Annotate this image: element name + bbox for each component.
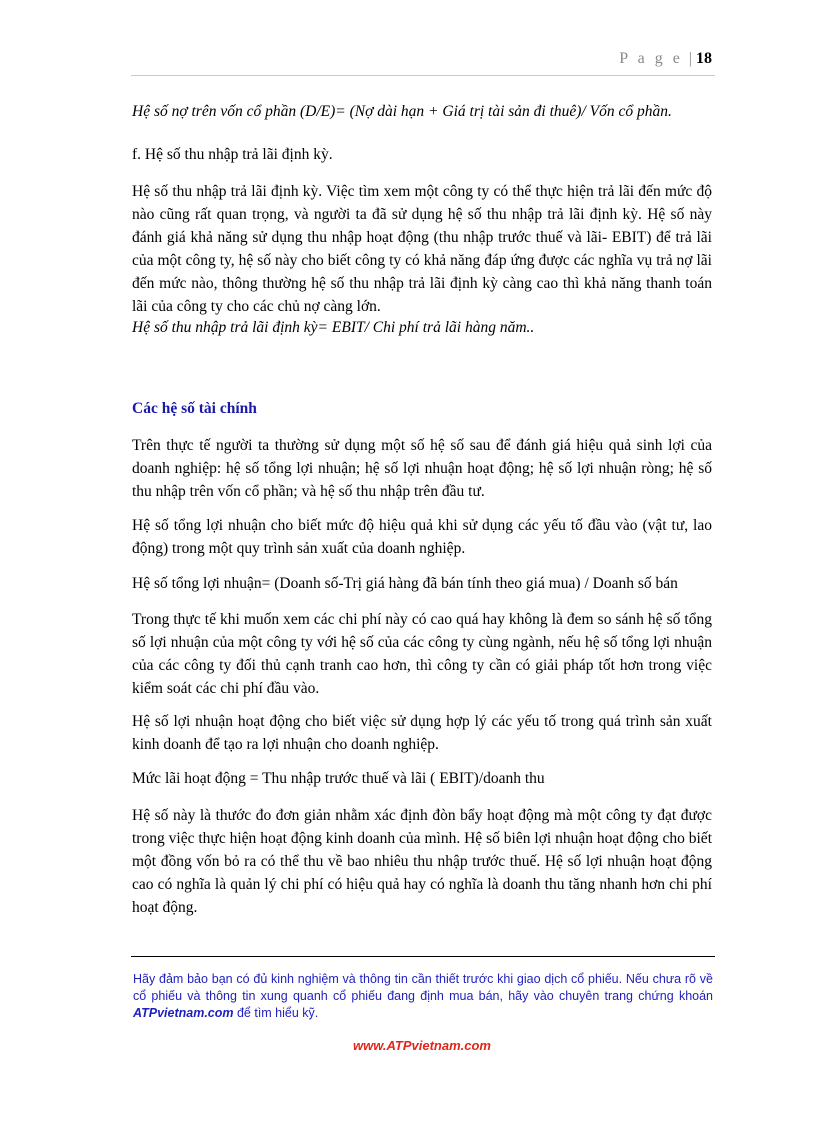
paragraph-comparison: Trong thực tế khi muốn xem các chi phí này có cao quá hay không là đem so sánh hệ số tổng số lợi nhuận của một công ty với hệ số của các công ty cùng ngành, nếu hệ số tổng lợi nhuận của các công ty đối thủ cạnh tranh cao hơn, thì công ty cần có giải pháp tốt hơn trong việc kiểm soát các chi phí đầu vào. (132, 611, 712, 697)
formula-interest-coverage: Hệ số thu nhập trả lãi định kỳ= EBIT/ Chi phí trả lãi hàng năm.. (132, 319, 535, 336)
paragraph-operating-margin: Hệ số lợi nhuận hoạt động cho biết việc sử dụng hợp lý các yếu tố trong quá trình sản xuất kinh doanh để tạo ra lợi nhuận cho doanh nghiệp. (132, 713, 712, 753)
section-title: Các hệ số tài chính (132, 400, 257, 417)
formula-operating-margin: Mức lãi hoạt động = Thu nhập trước thuế và lãi ( EBIT)/doanh thu (132, 770, 545, 787)
footer-disclaimer (133, 971, 713, 1022)
header-divider (131, 75, 715, 76)
footer-website-link[interactable]: www.ATPvietnam.com (353, 1038, 491, 1053)
formula-gross-margin: Hệ số tổng lợi nhuận= (Doanh số-Trị giá hàng đã bán tính theo giá mua) / Doanh số bán (132, 575, 678, 592)
page-header (619, 50, 712, 68)
page-number: 18 (696, 50, 712, 67)
footer-note-text: Hãy đảm bảo bạn có đủ kinh nghiệm và thông tin cần thiết trước khi giao dịch cổ phiếu. Nếu chưa rõ về cổ phiếu và thông tin xung quanh cổ phiếu đang định mua bán, hãy vào chuyên trang chứng khoán (133, 972, 713, 1003)
subheading-interest-coverage: f. Hệ số thu nhập trả lãi định kỳ. (132, 146, 333, 163)
paragraph-leverage: Hệ số này là thước đo đơn giản nhằm xác định đòn bẩy hoạt động mà một công ty đạt được trong việc thực hiện hoạt động kinh doanh của mình. Hệ số biên lợi nhuận hoạt động cho biết một đồng vốn bỏ ra có thể thu về bao nhiêu thu nhập trước thuế. Hệ số lợi nhuận hoạt động cao có nghĩa là quản lý chi phí có hiệu quả hay có nghĩa là doanh thu tăng nhanh hơn chi phí hoạt động. (132, 807, 712, 916)
footer-note-tail: để tìm hiểu kỹ. (233, 1006, 319, 1020)
footer-divider (131, 956, 715, 957)
formula-debt-equity: Hệ số nợ trên vốn cổ phần (D/E)= (Nợ dài hạn + Giá trị tài sản đi thuê)/ Vốn cổ phần. (132, 103, 672, 120)
page-separator: | (688, 50, 692, 67)
paragraph-intro: Trên thực tế người ta thường sử dụng một số hệ số sau để đánh giá hiệu quả sinh lợi của doanh nghiệp: hệ số tổng lợi nhuận; hệ số lợi nhuận hoạt động; hệ số lợi nhuận ròng; hệ số thu nhập trên vốn cổ phần; và hệ số thu nhập trên đầu tư. (132, 437, 712, 500)
paragraph-gross-margin: Hệ số tổng lợi nhuận cho biết mức độ hiệu quả khi sử dụng các yếu tố đầu vào (vật tư, lao động) trong một quy trình sản xuất của doanh nghiệp. (132, 517, 712, 557)
page-label: P a g e (619, 50, 683, 67)
paragraph-interest-coverage: Hệ số thu nhập trả lãi định kỳ. Việc tìm xem một công ty có thể thực hiện trả lãi đến mức độ nào cũng rất quan trọng, và người ta đã sử dụng hệ số thu nhập trả lãi định kỳ. Hệ số này đánh giá khả năng sử dụng thu nhập hoạt động (thu nhập trước thuế và lãi- EBIT) để trả lãi của một công ty, hệ số này cho biết công ty có khả năng đáp ứng được các nghĩa vụ trả nợ lãi đến mức nào, thông thường hệ số thu nhập trả lãi định kỳ càng cao thì khả năng thanh toán lãi của công ty cho các chủ nợ càng lớn. (132, 183, 712, 315)
footer-brand-link[interactable]: ATPvietnam.com (133, 1006, 234, 1020)
